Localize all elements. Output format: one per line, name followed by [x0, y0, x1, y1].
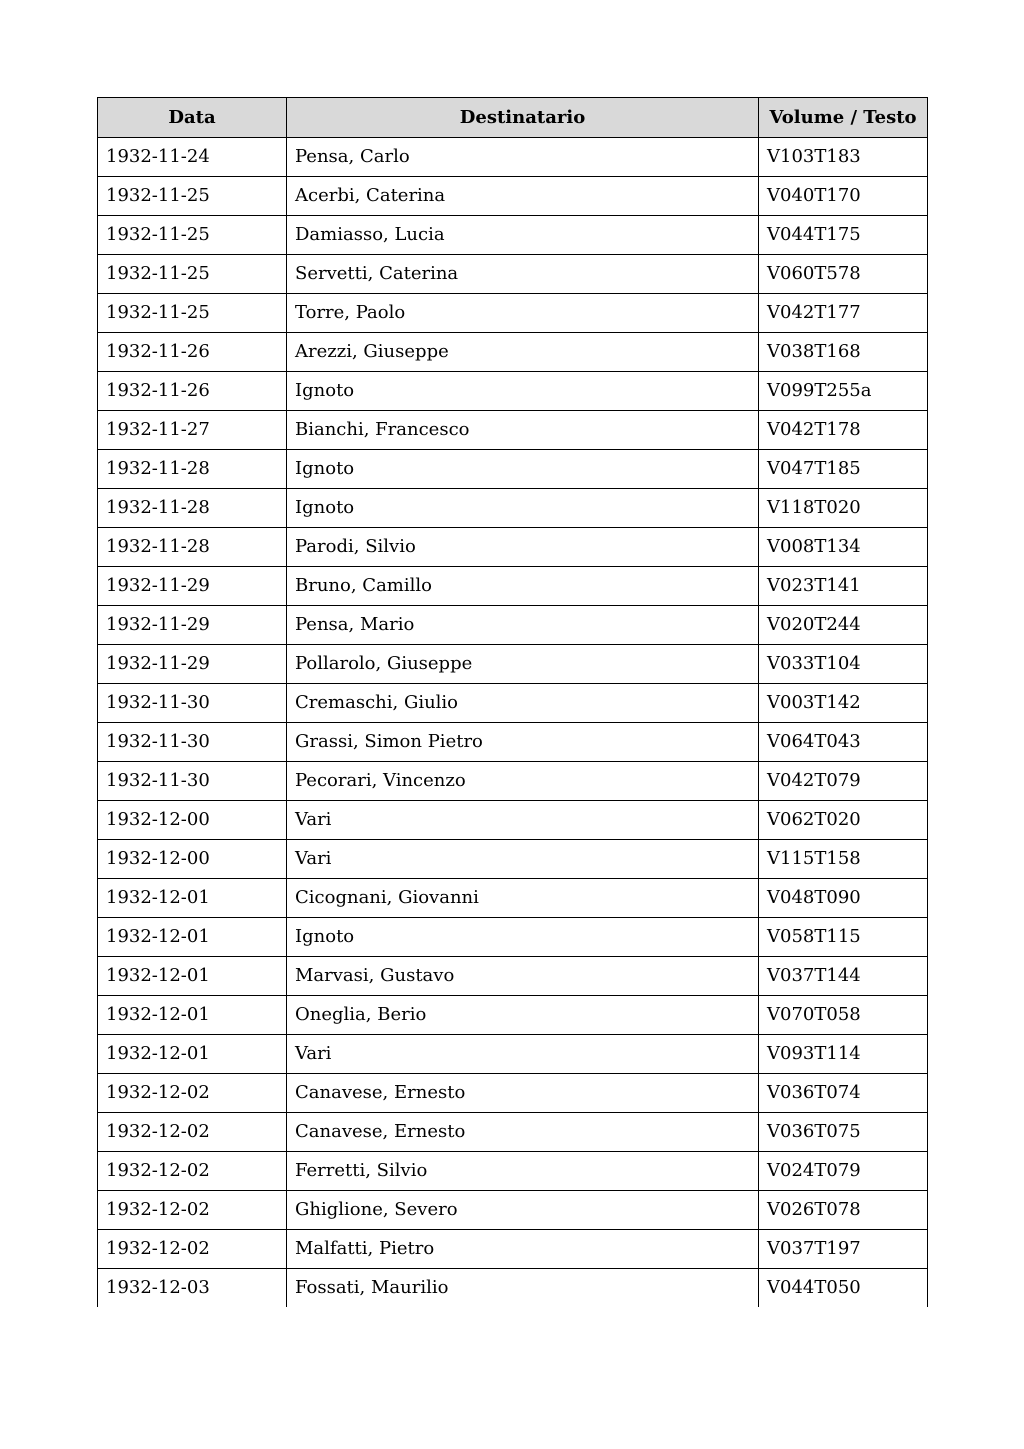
cell-date: 1932-11-26: [98, 372, 287, 411]
cell-recipient: Damiasso, Lucia: [287, 216, 759, 255]
cell-recipient: Fossati, Maurilio: [287, 1269, 759, 1308]
cell-date: 1932-11-30: [98, 684, 287, 723]
cell-date: 1932-11-28: [98, 528, 287, 567]
cell-volume-text: V048T090: [759, 879, 928, 918]
cell-volume-text: V038T168: [759, 333, 928, 372]
cell-date: 1932-12-02: [98, 1230, 287, 1269]
cell-recipient: Ferretti, Silvio: [287, 1152, 759, 1191]
cell-volume-text: V044T050: [759, 1269, 928, 1308]
cell-recipient: Malfatti, Pietro: [287, 1230, 759, 1269]
cell-date: 1932-12-01: [98, 996, 287, 1035]
header-recipient: Destinatario: [287, 98, 759, 138]
cell-date: 1932-11-29: [98, 645, 287, 684]
cell-recipient: Ignoto: [287, 489, 759, 528]
cell-date: 1932-11-25: [98, 255, 287, 294]
cell-volume-text: V093T114: [759, 1035, 928, 1074]
cell-volume-text: V042T079: [759, 762, 928, 801]
cell-volume-text: V060T578: [759, 255, 928, 294]
table-row: [98, 606, 928, 645]
table-row: [98, 918, 928, 957]
letters-table-container: [97, 97, 927, 1307]
cell-date: 1932-11-25: [98, 177, 287, 216]
cell-date: 1932-12-01: [98, 879, 287, 918]
cell-volume-text: V023T141: [759, 567, 928, 606]
cell-recipient: Servetti, Caterina: [287, 255, 759, 294]
table-row: [98, 1113, 928, 1152]
table-row: [98, 138, 928, 177]
cell-recipient: Vari: [287, 1035, 759, 1074]
table-row: [98, 294, 928, 333]
table-row: [98, 996, 928, 1035]
cell-volume-text: V118T020: [759, 489, 928, 528]
cell-volume-text: V047T185: [759, 450, 928, 489]
table-row: [98, 957, 928, 996]
cell-date: 1932-12-01: [98, 957, 287, 996]
table-row: [98, 645, 928, 684]
cell-recipient: Vari: [287, 801, 759, 840]
cell-date: 1932-11-26: [98, 333, 287, 372]
header-row: [98, 98, 928, 138]
cell-date: 1932-12-00: [98, 801, 287, 840]
cell-recipient: Grassi, Simon Pietro: [287, 723, 759, 762]
cell-recipient: Pecorari, Vincenzo: [287, 762, 759, 801]
table-row: [98, 879, 928, 918]
cell-recipient: Canavese, Ernesto: [287, 1074, 759, 1113]
table-row: [98, 723, 928, 762]
cell-date: 1932-12-02: [98, 1113, 287, 1152]
letters-table: [97, 97, 928, 1307]
cell-volume-text: V037T197: [759, 1230, 928, 1269]
table-row: [98, 1191, 928, 1230]
cell-date: 1932-11-25: [98, 294, 287, 333]
cell-recipient: Cremaschi, Giulio: [287, 684, 759, 723]
table-row: [98, 1152, 928, 1191]
table-row: [98, 450, 928, 489]
header-volume-text: Volume / Testo: [759, 98, 928, 138]
cell-date: 1932-11-30: [98, 762, 287, 801]
cell-date: 1932-11-29: [98, 606, 287, 645]
cell-volume-text: V036T075: [759, 1113, 928, 1152]
header-date: Data: [98, 98, 287, 138]
cell-volume-text: V042T177: [759, 294, 928, 333]
table-row: [98, 1269, 928, 1308]
cell-volume-text: V036T074: [759, 1074, 928, 1113]
cell-date: 1932-11-24: [98, 138, 287, 177]
table-row: [98, 840, 928, 879]
table-header: [98, 98, 928, 138]
cell-date: 1932-11-25: [98, 216, 287, 255]
cell-volume-text: V064T043: [759, 723, 928, 762]
cell-recipient: Pensa, Mario: [287, 606, 759, 645]
table-row: [98, 762, 928, 801]
table-row: [98, 567, 928, 606]
cell-volume-text: V062T020: [759, 801, 928, 840]
cell-volume-text: V008T134: [759, 528, 928, 567]
cell-volume-text: V042T178: [759, 411, 928, 450]
cell-recipient: Torre, Paolo: [287, 294, 759, 333]
table-row: [98, 216, 928, 255]
cell-volume-text: V026T078: [759, 1191, 928, 1230]
cell-recipient: Arezzi, Giuseppe: [287, 333, 759, 372]
table-row: [98, 411, 928, 450]
cell-recipient: Parodi, Silvio: [287, 528, 759, 567]
cell-recipient: Bruno, Camillo: [287, 567, 759, 606]
cell-date: 1932-12-00: [98, 840, 287, 879]
cell-date: 1932-12-02: [98, 1191, 287, 1230]
table-row: [98, 489, 928, 528]
cell-volume-text: V040T170: [759, 177, 928, 216]
cell-recipient: Pensa, Carlo: [287, 138, 759, 177]
cell-volume-text: V037T144: [759, 957, 928, 996]
cell-recipient: Cicognani, Giovanni: [287, 879, 759, 918]
cell-recipient: Ignoto: [287, 918, 759, 957]
cell-volume-text: V058T115: [759, 918, 928, 957]
cell-date: 1932-12-02: [98, 1152, 287, 1191]
table-row: [98, 1035, 928, 1074]
cell-volume-text: V003T142: [759, 684, 928, 723]
cell-date: 1932-12-01: [98, 918, 287, 957]
cell-volume-text: V103T183: [759, 138, 928, 177]
cell-date: 1932-11-29: [98, 567, 287, 606]
cell-date: 1932-12-01: [98, 1035, 287, 1074]
cell-recipient: Acerbi, Caterina: [287, 177, 759, 216]
cell-recipient: Oneglia, Berio: [287, 996, 759, 1035]
cell-recipient: Vari: [287, 840, 759, 879]
cell-volume-text: V115T158: [759, 840, 928, 879]
cell-date: 1932-12-02: [98, 1074, 287, 1113]
table-row: [98, 528, 928, 567]
cell-recipient: Ignoto: [287, 450, 759, 489]
table-body: [98, 138, 928, 1308]
cell-recipient: Bianchi, Francesco: [287, 411, 759, 450]
table-row: [98, 684, 928, 723]
cell-volume-text: V033T104: [759, 645, 928, 684]
cell-date: 1932-11-27: [98, 411, 287, 450]
table-row: [98, 1230, 928, 1269]
table-row: [98, 255, 928, 294]
table-row: [98, 333, 928, 372]
cell-recipient: Pollarolo, Giuseppe: [287, 645, 759, 684]
table-row: [98, 1074, 928, 1113]
cell-date: 1932-11-28: [98, 489, 287, 528]
table-row: [98, 801, 928, 840]
cell-date: 1932-11-30: [98, 723, 287, 762]
cell-date: 1932-12-03: [98, 1269, 287, 1308]
cell-recipient: Ignoto: [287, 372, 759, 411]
cell-recipient: Canavese, Ernesto: [287, 1113, 759, 1152]
cell-volume-text: V044T175: [759, 216, 928, 255]
cell-date: 1932-11-28: [98, 450, 287, 489]
cell-volume-text: V070T058: [759, 996, 928, 1035]
cell-volume-text: V024T079: [759, 1152, 928, 1191]
cell-volume-text: V099T255a: [759, 372, 928, 411]
table-row: [98, 372, 928, 411]
cell-recipient: Marvasi, Gustavo: [287, 957, 759, 996]
table-row: [98, 177, 928, 216]
cell-volume-text: V020T244: [759, 606, 928, 645]
cell-recipient: Ghiglione, Severo: [287, 1191, 759, 1230]
